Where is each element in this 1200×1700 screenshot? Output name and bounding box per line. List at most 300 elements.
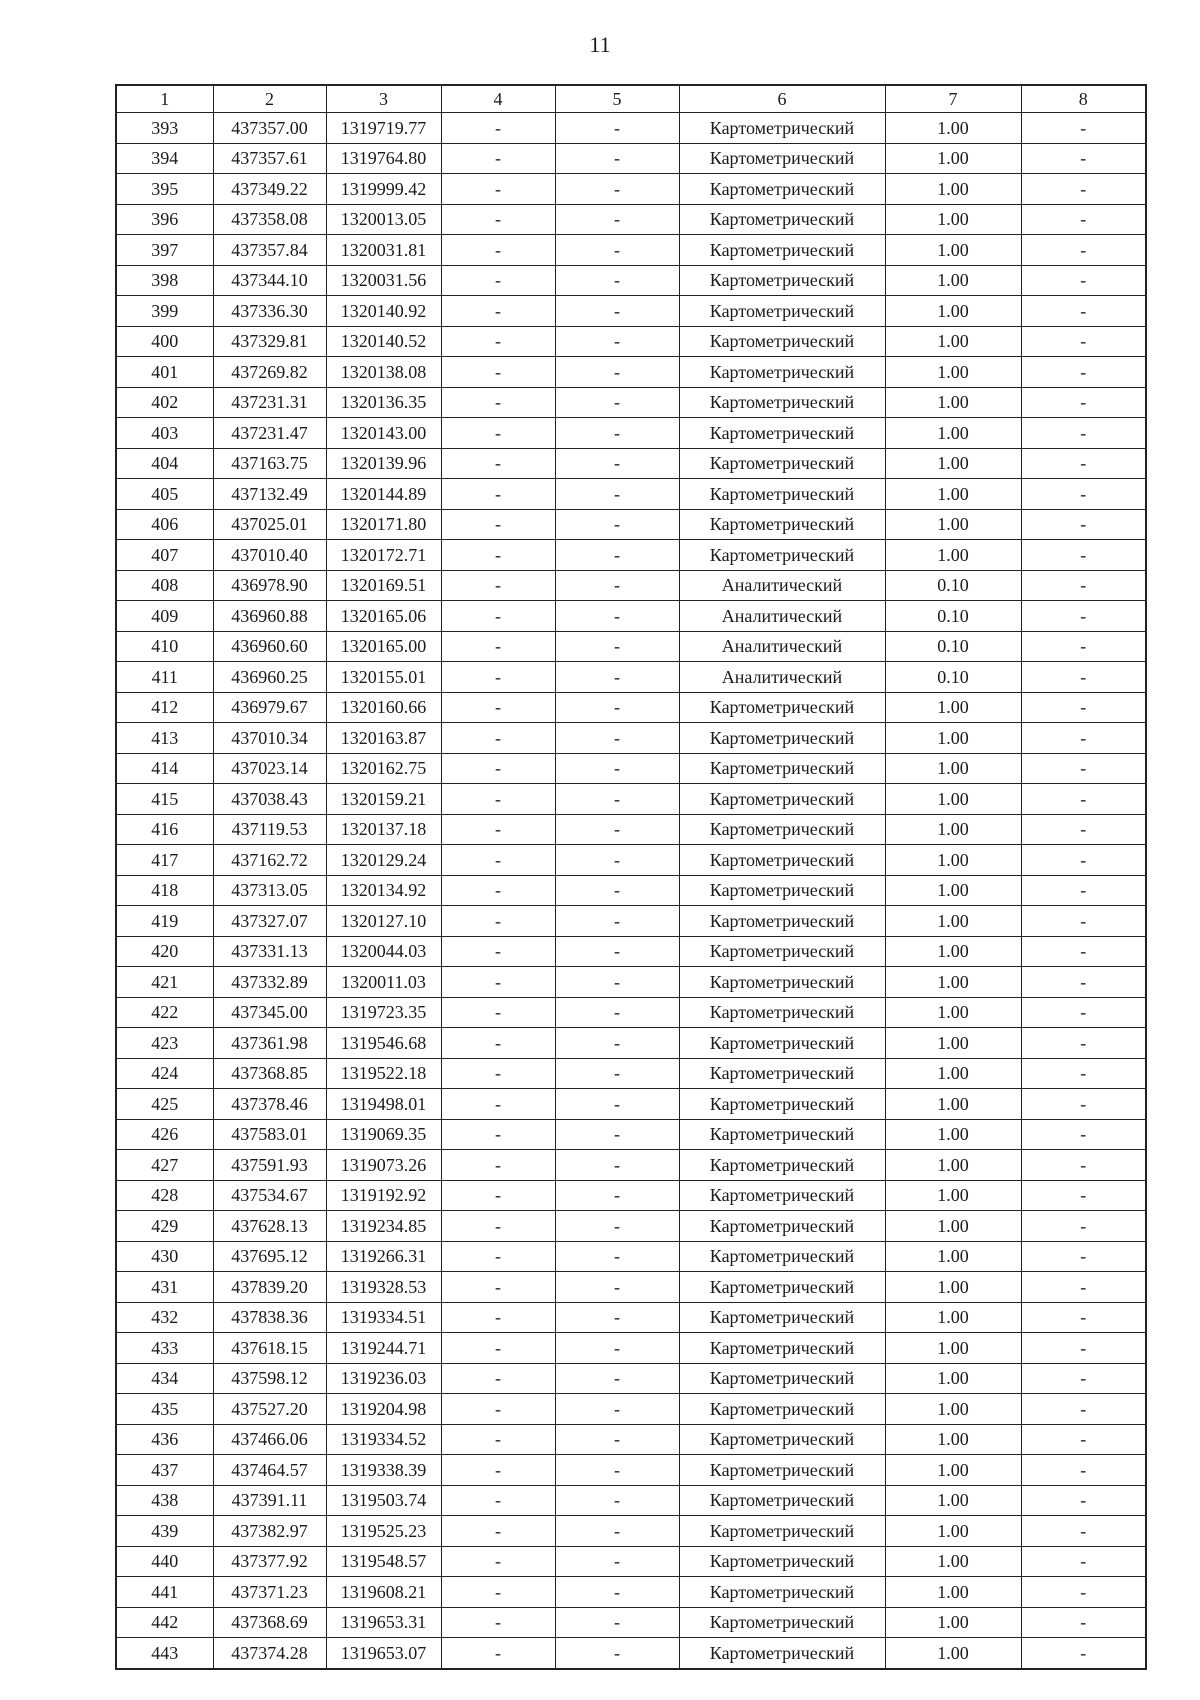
cell-coord-x: 437382.97 (213, 1516, 326, 1547)
cell-col-8: - (1021, 1394, 1146, 1425)
cell-method: Картометрический (679, 1546, 885, 1577)
cell-method: Картометрический (679, 1363, 885, 1394)
cell-col-4: - (441, 1485, 555, 1516)
cell-method: Картометрический (679, 1241, 885, 1272)
cell-accuracy: 1.00 (885, 1119, 1021, 1150)
table-row (116, 296, 1146, 327)
cell-coord-x: 437344.10 (213, 265, 326, 296)
cell-col-5: - (555, 540, 679, 571)
cell-coord-x: 437368.69 (213, 1607, 326, 1638)
cell-accuracy: 1.00 (885, 296, 1021, 327)
cell-accuracy: 0.10 (885, 662, 1021, 693)
cell-point-number: 435 (116, 1394, 213, 1425)
cell-point-number: 417 (116, 845, 213, 876)
cell-accuracy: 1.00 (885, 1607, 1021, 1638)
cell-accuracy: 1.00 (885, 509, 1021, 540)
cell-col-8: - (1021, 296, 1146, 327)
cell-col-4: - (441, 143, 555, 174)
cell-coord-x: 436960.88 (213, 601, 326, 632)
table-row (116, 479, 1146, 510)
cell-method: Картометрический (679, 540, 885, 571)
cell-coord-x: 437336.30 (213, 296, 326, 327)
cell-coord-x: 437618.15 (213, 1333, 326, 1364)
cell-col-4: - (441, 1119, 555, 1150)
cell-accuracy: 1.00 (885, 448, 1021, 479)
cell-col-4: - (441, 692, 555, 723)
cell-col-5: - (555, 631, 679, 662)
cell-col-5: - (555, 662, 679, 693)
table-row (116, 1241, 1146, 1272)
cell-col-8: - (1021, 753, 1146, 784)
cell-accuracy: 1.00 (885, 875, 1021, 906)
cell-coord-x: 436960.60 (213, 631, 326, 662)
cell-coord-y: 1320159.21 (326, 784, 441, 815)
cell-col-8: - (1021, 845, 1146, 876)
cell-point-number: 439 (116, 1516, 213, 1547)
table-row (116, 1607, 1146, 1638)
cell-method: Картометрический (679, 1577, 885, 1608)
cell-coord-x: 437377.92 (213, 1546, 326, 1577)
cell-col-4: - (441, 1638, 555, 1669)
cell-coord-x: 437025.01 (213, 509, 326, 540)
cell-col-5: - (555, 326, 679, 357)
cell-accuracy: 1.00 (885, 1211, 1021, 1242)
cell-coord-y: 1320044.03 (326, 936, 441, 967)
cell-col-5: - (555, 448, 679, 479)
cell-col-5: - (555, 1546, 679, 1577)
cell-col-8: - (1021, 723, 1146, 754)
cell-method: Картометрический (679, 1394, 885, 1425)
table-row (116, 1058, 1146, 1089)
table-row (116, 570, 1146, 601)
table-row (116, 662, 1146, 693)
cell-accuracy: 1.00 (885, 1089, 1021, 1120)
cell-point-number: 415 (116, 784, 213, 815)
cell-col-4: - (441, 265, 555, 296)
cell-col-4: - (441, 906, 555, 937)
table-row (116, 113, 1146, 144)
cell-coord-y: 1319328.53 (326, 1272, 441, 1303)
cell-coord-y: 1320160.66 (326, 692, 441, 723)
cell-col-4: - (441, 1150, 555, 1181)
table-row (116, 448, 1146, 479)
cell-method: Аналитический (679, 601, 885, 632)
cell-coord-y: 1319334.51 (326, 1302, 441, 1333)
cell-col-4: - (441, 174, 555, 205)
cell-accuracy: 1.00 (885, 936, 1021, 967)
cell-point-number: 416 (116, 814, 213, 845)
cell-col-5: - (555, 113, 679, 144)
cell-point-number: 428 (116, 1180, 213, 1211)
cell-col-8: - (1021, 357, 1146, 388)
cell-point-number: 420 (116, 936, 213, 967)
cell-point-number: 398 (116, 265, 213, 296)
cell-col-4: - (441, 723, 555, 754)
cell-coord-x: 437313.05 (213, 875, 326, 906)
cell-col-4: - (441, 418, 555, 449)
cell-method: Картометрический (679, 875, 885, 906)
cell-col-5: - (555, 479, 679, 510)
column-header-4: 4 (441, 85, 555, 113)
cell-col-5: - (555, 387, 679, 418)
cell-coord-y: 1319266.31 (326, 1241, 441, 1272)
table-row (116, 235, 1146, 266)
cell-coord-x: 437361.98 (213, 1028, 326, 1059)
cell-coord-x: 437345.00 (213, 997, 326, 1028)
cell-point-number: 441 (116, 1577, 213, 1608)
cell-col-8: - (1021, 692, 1146, 723)
cell-accuracy: 1.00 (885, 1150, 1021, 1181)
table-row (116, 1638, 1146, 1669)
cell-method: Картометрический (679, 1516, 885, 1547)
cell-accuracy: 1.00 (885, 418, 1021, 449)
cell-accuracy: 1.00 (885, 1028, 1021, 1059)
table-row (116, 1333, 1146, 1364)
cell-method: Картометрический (679, 204, 885, 235)
cell-col-4: - (441, 1180, 555, 1211)
cell-coord-x: 437163.75 (213, 448, 326, 479)
cell-point-number: 440 (116, 1546, 213, 1577)
cell-col-4: - (441, 1058, 555, 1089)
cell-coord-y: 1319719.77 (326, 113, 441, 144)
cell-col-4: - (441, 1455, 555, 1486)
page-number: 11 (589, 32, 611, 57)
cell-col-8: - (1021, 1058, 1146, 1089)
cell-coord-y: 1319503.74 (326, 1485, 441, 1516)
cell-col-4: - (441, 1241, 555, 1272)
cell-col-4: - (441, 1363, 555, 1394)
cell-point-number: 427 (116, 1150, 213, 1181)
cell-coord-y: 1319608.21 (326, 1577, 441, 1608)
cell-method: Картометрический (679, 1119, 885, 1150)
table-header-row (116, 85, 1146, 113)
cell-method: Картометрический (679, 509, 885, 540)
cell-coord-y: 1320031.56 (326, 265, 441, 296)
cell-col-8: - (1021, 418, 1146, 449)
column-header-1: 1 (116, 85, 213, 113)
cell-col-8: - (1021, 631, 1146, 662)
column-header-8: 8 (1021, 85, 1146, 113)
cell-col-5: - (555, 692, 679, 723)
cell-accuracy: 1.00 (885, 997, 1021, 1028)
cell-coord-x: 437010.34 (213, 723, 326, 754)
cell-col-8: - (1021, 1607, 1146, 1638)
cell-accuracy: 0.10 (885, 601, 1021, 632)
cell-col-8: - (1021, 784, 1146, 815)
cell-method: Картометрический (679, 906, 885, 937)
table-row (116, 631, 1146, 662)
cell-method: Картометрический (679, 235, 885, 266)
cell-col-8: - (1021, 113, 1146, 144)
cell-coord-x: 437527.20 (213, 1394, 326, 1425)
table-row (116, 418, 1146, 449)
cell-accuracy: 1.00 (885, 174, 1021, 205)
cell-coord-x: 436960.25 (213, 662, 326, 693)
cell-col-8: - (1021, 875, 1146, 906)
cell-col-8: - (1021, 1455, 1146, 1486)
cell-col-8: - (1021, 570, 1146, 601)
cell-col-5: - (555, 296, 679, 327)
cell-point-number: 403 (116, 418, 213, 449)
cell-coord-y: 1320031.81 (326, 235, 441, 266)
cell-method: Картометрический (679, 1424, 885, 1455)
cell-col-8: - (1021, 1089, 1146, 1120)
cell-accuracy: 1.00 (885, 235, 1021, 266)
cell-col-8: - (1021, 235, 1146, 266)
table-row (116, 601, 1146, 632)
cell-accuracy: 1.00 (885, 1241, 1021, 1272)
cell-accuracy: 1.00 (885, 1516, 1021, 1547)
cell-coord-x: 437010.40 (213, 540, 326, 571)
cell-coord-y: 1319234.85 (326, 1211, 441, 1242)
table-row (116, 540, 1146, 571)
cell-method: Картометрический (679, 723, 885, 754)
cell-col-5: - (555, 1211, 679, 1242)
cell-col-5: - (555, 1485, 679, 1516)
cell-col-4: - (441, 1546, 555, 1577)
cell-coord-x: 437119.53 (213, 814, 326, 845)
cell-point-number: 424 (116, 1058, 213, 1089)
cell-col-4: - (441, 1089, 555, 1120)
cell-point-number: 429 (116, 1211, 213, 1242)
cell-point-number: 430 (116, 1241, 213, 1272)
cell-accuracy: 1.00 (885, 784, 1021, 815)
cell-accuracy: 1.00 (885, 479, 1021, 510)
cell-accuracy: 1.00 (885, 723, 1021, 754)
coordinates-table (115, 84, 1147, 1670)
table-row (116, 906, 1146, 937)
cell-accuracy: 1.00 (885, 265, 1021, 296)
cell-method: Картометрический (679, 265, 885, 296)
cell-coord-y: 1319244.71 (326, 1333, 441, 1364)
column-header-6: 6 (679, 85, 885, 113)
cell-point-number: 442 (116, 1607, 213, 1638)
cell-col-4: - (441, 1394, 555, 1425)
cell-point-number: 425 (116, 1089, 213, 1120)
cell-accuracy: 1.00 (885, 113, 1021, 144)
cell-coord-x: 437374.28 (213, 1638, 326, 1669)
cell-coord-y: 1320171.80 (326, 509, 441, 540)
cell-coord-x: 437269.82 (213, 357, 326, 388)
cell-col-8: - (1021, 1516, 1146, 1547)
cell-point-number: 419 (116, 906, 213, 937)
cell-coord-y: 1319498.01 (326, 1089, 441, 1120)
table-row (116, 784, 1146, 815)
cell-col-4: - (441, 1302, 555, 1333)
cell-coord-x: 437583.01 (213, 1119, 326, 1150)
cell-col-8: - (1021, 174, 1146, 205)
cell-coord-y: 1320134.92 (326, 875, 441, 906)
cell-coord-y: 1319764.80 (326, 143, 441, 174)
table-row (116, 1089, 1146, 1120)
cell-method: Аналитический (679, 631, 885, 662)
cell-coord-y: 1320165.00 (326, 631, 441, 662)
cell-col-5: - (555, 845, 679, 876)
cell-coord-y: 1319723.35 (326, 997, 441, 1028)
cell-point-number: 404 (116, 448, 213, 479)
cell-point-number: 401 (116, 357, 213, 388)
cell-col-8: - (1021, 1211, 1146, 1242)
cell-method: Картометрический (679, 1455, 885, 1486)
cell-col-5: - (555, 1089, 679, 1120)
cell-col-8: - (1021, 1272, 1146, 1303)
cell-coord-x: 437534.67 (213, 1180, 326, 1211)
cell-method: Картометрический (679, 753, 885, 784)
cell-col-5: - (555, 1302, 679, 1333)
cell-col-5: - (555, 235, 679, 266)
cell-col-5: - (555, 967, 679, 998)
cell-point-number: 418 (116, 875, 213, 906)
cell-point-number: 406 (116, 509, 213, 540)
cell-col-8: - (1021, 143, 1146, 174)
cell-accuracy: 1.00 (885, 1638, 1021, 1669)
cell-col-8: - (1021, 1363, 1146, 1394)
cell-coord-y: 1320140.52 (326, 326, 441, 357)
cell-col-8: - (1021, 326, 1146, 357)
cell-coord-x: 437231.31 (213, 387, 326, 418)
cell-col-8: - (1021, 479, 1146, 510)
cell-coord-x: 437331.13 (213, 936, 326, 967)
cell-col-5: - (555, 936, 679, 967)
cell-col-8: - (1021, 448, 1146, 479)
cell-coord-y: 1319236.03 (326, 1363, 441, 1394)
cell-coord-y: 1320169.51 (326, 570, 441, 601)
cell-col-8: - (1021, 509, 1146, 540)
cell-col-8: - (1021, 997, 1146, 1028)
cell-col-5: - (555, 1577, 679, 1608)
cell-col-8: - (1021, 1150, 1146, 1181)
cell-point-number: 402 (116, 387, 213, 418)
cell-col-4: - (441, 1211, 555, 1242)
cell-col-5: - (555, 1363, 679, 1394)
cell-method: Картометрический (679, 448, 885, 479)
cell-col-5: - (555, 265, 679, 296)
cell-col-5: - (555, 418, 679, 449)
cell-coord-y: 1319653.07 (326, 1638, 441, 1669)
cell-point-number: 422 (116, 997, 213, 1028)
cell-coord-y: 1320162.75 (326, 753, 441, 784)
cell-point-number: 408 (116, 570, 213, 601)
cell-accuracy: 1.00 (885, 1272, 1021, 1303)
cell-method: Картометрический (679, 1607, 885, 1638)
cell-coord-x: 437357.61 (213, 143, 326, 174)
cell-col-4: - (441, 845, 555, 876)
cell-accuracy: 1.00 (885, 967, 1021, 998)
cell-coord-x: 437598.12 (213, 1363, 326, 1394)
cell-col-4: - (441, 540, 555, 571)
cell-col-5: - (555, 570, 679, 601)
cell-col-4: - (441, 936, 555, 967)
cell-col-5: - (555, 875, 679, 906)
cell-coord-y: 1320129.24 (326, 845, 441, 876)
cell-col-5: - (555, 1455, 679, 1486)
table-row (116, 753, 1146, 784)
cell-point-number: 413 (116, 723, 213, 754)
cell-point-number: 432 (116, 1302, 213, 1333)
cell-accuracy: 1.00 (885, 1455, 1021, 1486)
cell-col-5: - (555, 174, 679, 205)
cell-coord-y: 1319546.68 (326, 1028, 441, 1059)
cell-coord-y: 1320140.92 (326, 296, 441, 327)
cell-accuracy: 1.00 (885, 1363, 1021, 1394)
cell-method: Картометрический (679, 479, 885, 510)
table-row (116, 1394, 1146, 1425)
column-header-5: 5 (555, 85, 679, 113)
cell-method: Картометрический (679, 143, 885, 174)
cell-point-number: 394 (116, 143, 213, 174)
cell-col-5: - (555, 723, 679, 754)
cell-col-8: - (1021, 1546, 1146, 1577)
cell-col-4: - (441, 204, 555, 235)
cell-coord-x: 437839.20 (213, 1272, 326, 1303)
cell-accuracy: 1.00 (885, 1302, 1021, 1333)
cell-method: Картометрический (679, 1211, 885, 1242)
cell-method: Картометрический (679, 814, 885, 845)
cell-accuracy: 1.00 (885, 1333, 1021, 1364)
cell-col-8: - (1021, 662, 1146, 693)
cell-coord-y: 1320137.18 (326, 814, 441, 845)
cell-point-number: 407 (116, 540, 213, 571)
cell-method: Картометрический (679, 418, 885, 449)
cell-col-4: - (441, 296, 555, 327)
cell-coord-x: 437023.14 (213, 753, 326, 784)
cell-coord-x: 437695.12 (213, 1241, 326, 1272)
cell-coord-x: 437349.22 (213, 174, 326, 205)
cell-point-number: 423 (116, 1028, 213, 1059)
cell-coord-x: 437358.08 (213, 204, 326, 235)
cell-accuracy: 0.10 (885, 631, 1021, 662)
cell-method: Картометрический (679, 784, 885, 815)
cell-accuracy: 1.00 (885, 753, 1021, 784)
cell-coord-x: 437038.43 (213, 784, 326, 815)
cell-col-4: - (441, 875, 555, 906)
table-row (116, 1455, 1146, 1486)
cell-coord-y: 1319073.26 (326, 1150, 441, 1181)
cell-coord-x: 437357.84 (213, 235, 326, 266)
column-header-3: 3 (326, 85, 441, 113)
cell-point-number: 395 (116, 174, 213, 205)
table-row (116, 1150, 1146, 1181)
cell-col-8: - (1021, 814, 1146, 845)
table-row (116, 174, 1146, 205)
cell-coord-y: 1319334.52 (326, 1424, 441, 1455)
cell-point-number: 410 (116, 631, 213, 662)
cell-accuracy: 1.00 (885, 906, 1021, 937)
table-row (116, 265, 1146, 296)
cell-coord-y: 1319999.42 (326, 174, 441, 205)
table-row (116, 1546, 1146, 1577)
cell-col-8: - (1021, 1424, 1146, 1455)
cell-accuracy: 1.00 (885, 1058, 1021, 1089)
table-row (116, 357, 1146, 388)
cell-point-number: 443 (116, 1638, 213, 1669)
cell-coord-x: 437357.00 (213, 113, 326, 144)
cell-point-number: 438 (116, 1485, 213, 1516)
cell-col-4: - (441, 1607, 555, 1638)
cell-point-number: 411 (116, 662, 213, 693)
cell-col-4: - (441, 1577, 555, 1608)
cell-coord-y: 1319192.92 (326, 1180, 441, 1211)
cell-col-4: - (441, 1516, 555, 1547)
cell-method: Картометрический (679, 326, 885, 357)
cell-method: Картометрический (679, 1638, 885, 1669)
table-row (116, 1211, 1146, 1242)
table-body (116, 113, 1146, 1669)
table-row (116, 936, 1146, 967)
cell-method: Картометрический (679, 1333, 885, 1364)
cell-coord-y: 1320163.87 (326, 723, 441, 754)
cell-col-8: - (1021, 1638, 1146, 1669)
